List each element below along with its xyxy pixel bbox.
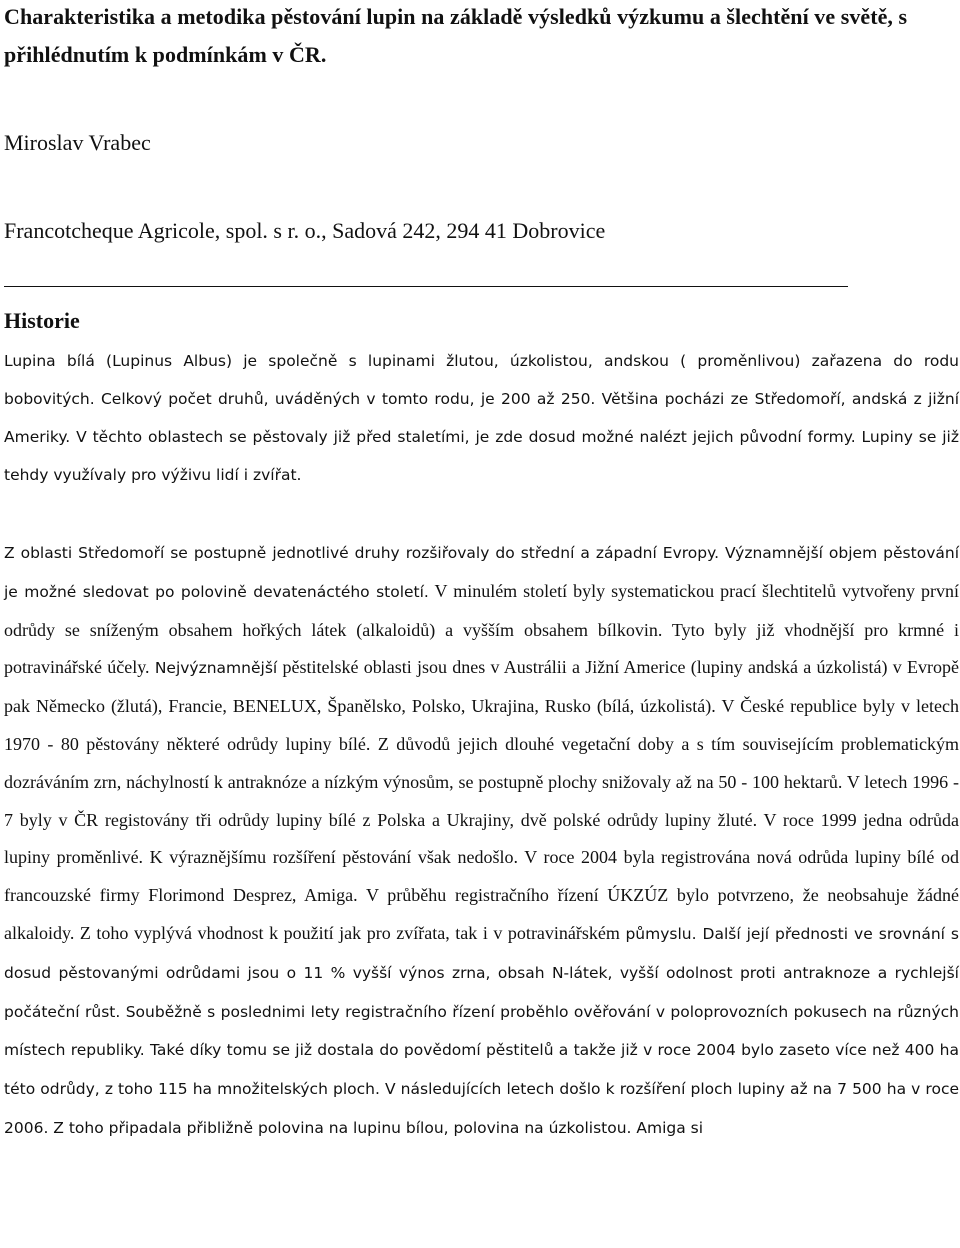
author-name: Miroslav Vrabec [4,130,151,155]
paragraph-sentence: Nejvýznamnější [154,659,278,678]
author-affiliation: Francotcheque Agricole, spol. s r. o., Sadová 242, 294 41 Dobrovice [4,218,606,243]
paragraph-sentence: půmyslu. Další její přednosti ve srovnání s dosud pěstovanými odrůdami jsou o 11 % vyšší výnos zrna, obsah N-látek, vyšší odolnost proti antraknoze a rychlejší počáteční růst. Souběžně s poslednimi lety registračního řízení proběhlo ověřování v poloprovozních pokusech na různých místech republiky. Také díky tomu se již dostala do povědomí pěstitelů a takže již v roce 2004 bylo zaseto více než 400 ha této odrůdy, z toho 115 ha množitelských ploch. V následujících letech došlo k rozšíření ploch lupiny až na 7 500 ha v roce 2006. Z toho připadala přibližně polovina na lupinu bílou, polovina na úzkolistou. Amiga si [4,924,960,1137]
paragraph-sentence: pěstitelské oblasti jsou dnes v Austrálii a Jižní Americe (lupiny andská a úzkolistá) v Evropě pak Německo (žlutá), Francie, BENELUX, Španělsko, Polsko, Ukrajina, Rusko (bílá, úzkolistá). V České republice byly v letech 1970 - 80 pěstovány některé odrůdy lupiny bílé. Z důvodů jejich dlouhé vegetační doby a s tím souvisejícím problematickým dozráváním zrn, náchylností k antraknóze a nízkým výnosům, se postupně plochy snižovaly až na 50 - 100 hektarů. V letech 1996 - 7 byly v ČR registovány tři odrůdy lupiny bílé z Polska a Ukrajiny, dvě polské odrůdy lupiny žluté. V roce 1999 jedna odrůda lupiny proměnlivé. K výraznějšímu rozšíření pěstování však nedošlo. V roce 2004 byla registrována nová odrůda lupiny bílé od francouzské firmy Florimond Desprez, Amiga. V průběhu registračního řízení ÚKZÚZ bylo potvrzeno, že neobsahuje žádné alkaloidy. Z toho vyplývá vhodnost k použití jak pro zvířata, tak i v potravinářském [4,657,960,943]
horizontal-divider [4,286,848,287]
paragraph-history-intro: Lupina bílá (Lupinus Albus) je společně s lupinami žlutou, úzkolistou, andskou ( proměnlivou) zařazena do rodu bobovitých. Celkový počet druhů, uváděných v tomto rodu, je 200 až 250. Většina pocházi ze Středomoří, andská z jižní Ameriky. V těchto oblastech se pěstovaly již před staletími, je zde dosud možné nalézt jejich původní formy. Lupiny se již tehdy využívaly pro výživu lidí i zvířat. [4,352,959,484]
section-heading: Historie [4,308,80,333]
document-title: Charakteristika a metodika pěstování lupin na základě výsledků výzkumu a šlechtění ve světě, s přihlédnutím k podmínkám v ČR. [4,4,908,67]
paragraph-sentence: Z oblasti Středomoří se postupně jednotlivé druhy rozšiřovaly do střední a západní Evropy. Významnější objem pěstování je možné sledovat po polovině devatenáctého století. [4,544,959,601]
paragraph-sentence: V minulém století byly systematickou prací šlechtitelů vytvořeny první odrůdy se sníženým obsahem hořkých látek (alkaloidů) a vyšším obsahem bílkovin. Tyto byly již vhodnější pro krmné i potravinářské účely. [4,580,959,678]
paragraph-history-spread [4,534,959,1148]
